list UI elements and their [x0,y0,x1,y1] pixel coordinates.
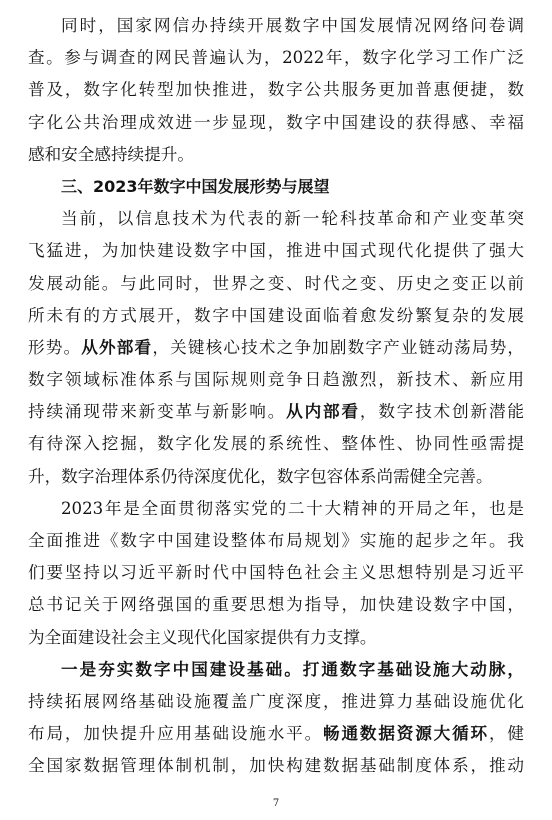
paragraph-line: 字化公共治理成效进一步显现，数字中国建设的获得感、幸福 [28,112,524,132]
text-run: ，健 [488,724,524,744]
paragraph-line: 发展动能。与此同时，世界之变、时代之变、历史之变正以前 [28,273,524,293]
paragraph-line: 2023年是全面贯彻落实党的二十大精神的开局之年，也是 [61,498,524,518]
paragraph-line: 们要坚持以习近平新时代中国特色社会主义思想特别是习近平 [28,563,524,583]
paragraph-line: 全面推进《数字中国建设整体布局规划》实施的起步之年。我 [28,531,524,550]
paragraph-line: 当前，以信息技术为代表的新一轮科技革命和产业变革突 [61,209,524,229]
body-text [28,10,524,783]
paragraph-line: 升，数字治理体系仍待深度优化，数字包容体系尚需健全完善。 [28,466,493,486]
paragraph-line: 总书记关于网络强国的重要思想为指导，加快建设数字中国， [28,595,524,615]
paragraph-line [28,718,524,750]
paragraph-line: 为全面建设社会主义现代化国家提供有力支撑。 [28,627,377,647]
paragraph-line [28,654,524,686]
emphasis-run: 一是夯实数字中国建设基础。打通数字基础设施大动脉， [61,659,524,679]
page-number: 7 [272,798,280,809]
paragraph-line: 查。参与调查的网民普遍认为，2022年，数字化学习工作广泛 [28,48,524,68]
paragraph-line [28,332,524,364]
text-run: ，关键核心技术之争加剧数字产业链动荡局势， [152,337,524,357]
emphasis-data-cycle: 畅通数据资源大循环 [323,724,489,744]
paragraph-line: 感和安全感持续提升。 [28,144,194,164]
paragraph-line: 持续拓展网络基础设施覆盖广度深度，推进算力基础设施优化 [28,691,524,711]
paragraph-line: 所未有的方式展开，数字中国建设面临着愈发纷繁复杂的发展 [28,305,524,325]
paragraph-line [28,396,524,428]
text-run: 布局，加快提升应用基础设施水平。 [28,724,324,744]
emphasis-external: 从外部看 [81,337,153,357]
section-heading: 三、2023年数字中国发展形势与展望 [61,176,330,196]
paragraph-line: 全国家数据管理体制机制，加快构建数据基础制度体系，推动 [28,756,524,776]
paragraph-line: 数字领域标准体系与国际规则竞争日趋激烈，新技术、新应用 [28,370,524,390]
paragraph-line: 普及，数字化转型加快推进，数字公共服务更加普惠便捷，数 [28,80,524,100]
paragraph-line: 同时，国家网信办持续开展数字中国发展情况网络问卷调 [61,16,524,35]
paragraph-line: 有待深入挖掘，数字化发展的系统性、整体性、协同性亟需提 [28,434,524,454]
emphasis-internal: 从内部看 [286,402,360,422]
text-run: ，数字技术创新潜能 [359,402,524,422]
paragraph-line: 飞猛进，为加快建设数字中国，推进中国式现代化提供了强大 [28,241,524,261]
text-run: 形势。 [28,337,82,357]
text-run: 持续涌现带来新变革与新影响。 [28,402,287,422]
